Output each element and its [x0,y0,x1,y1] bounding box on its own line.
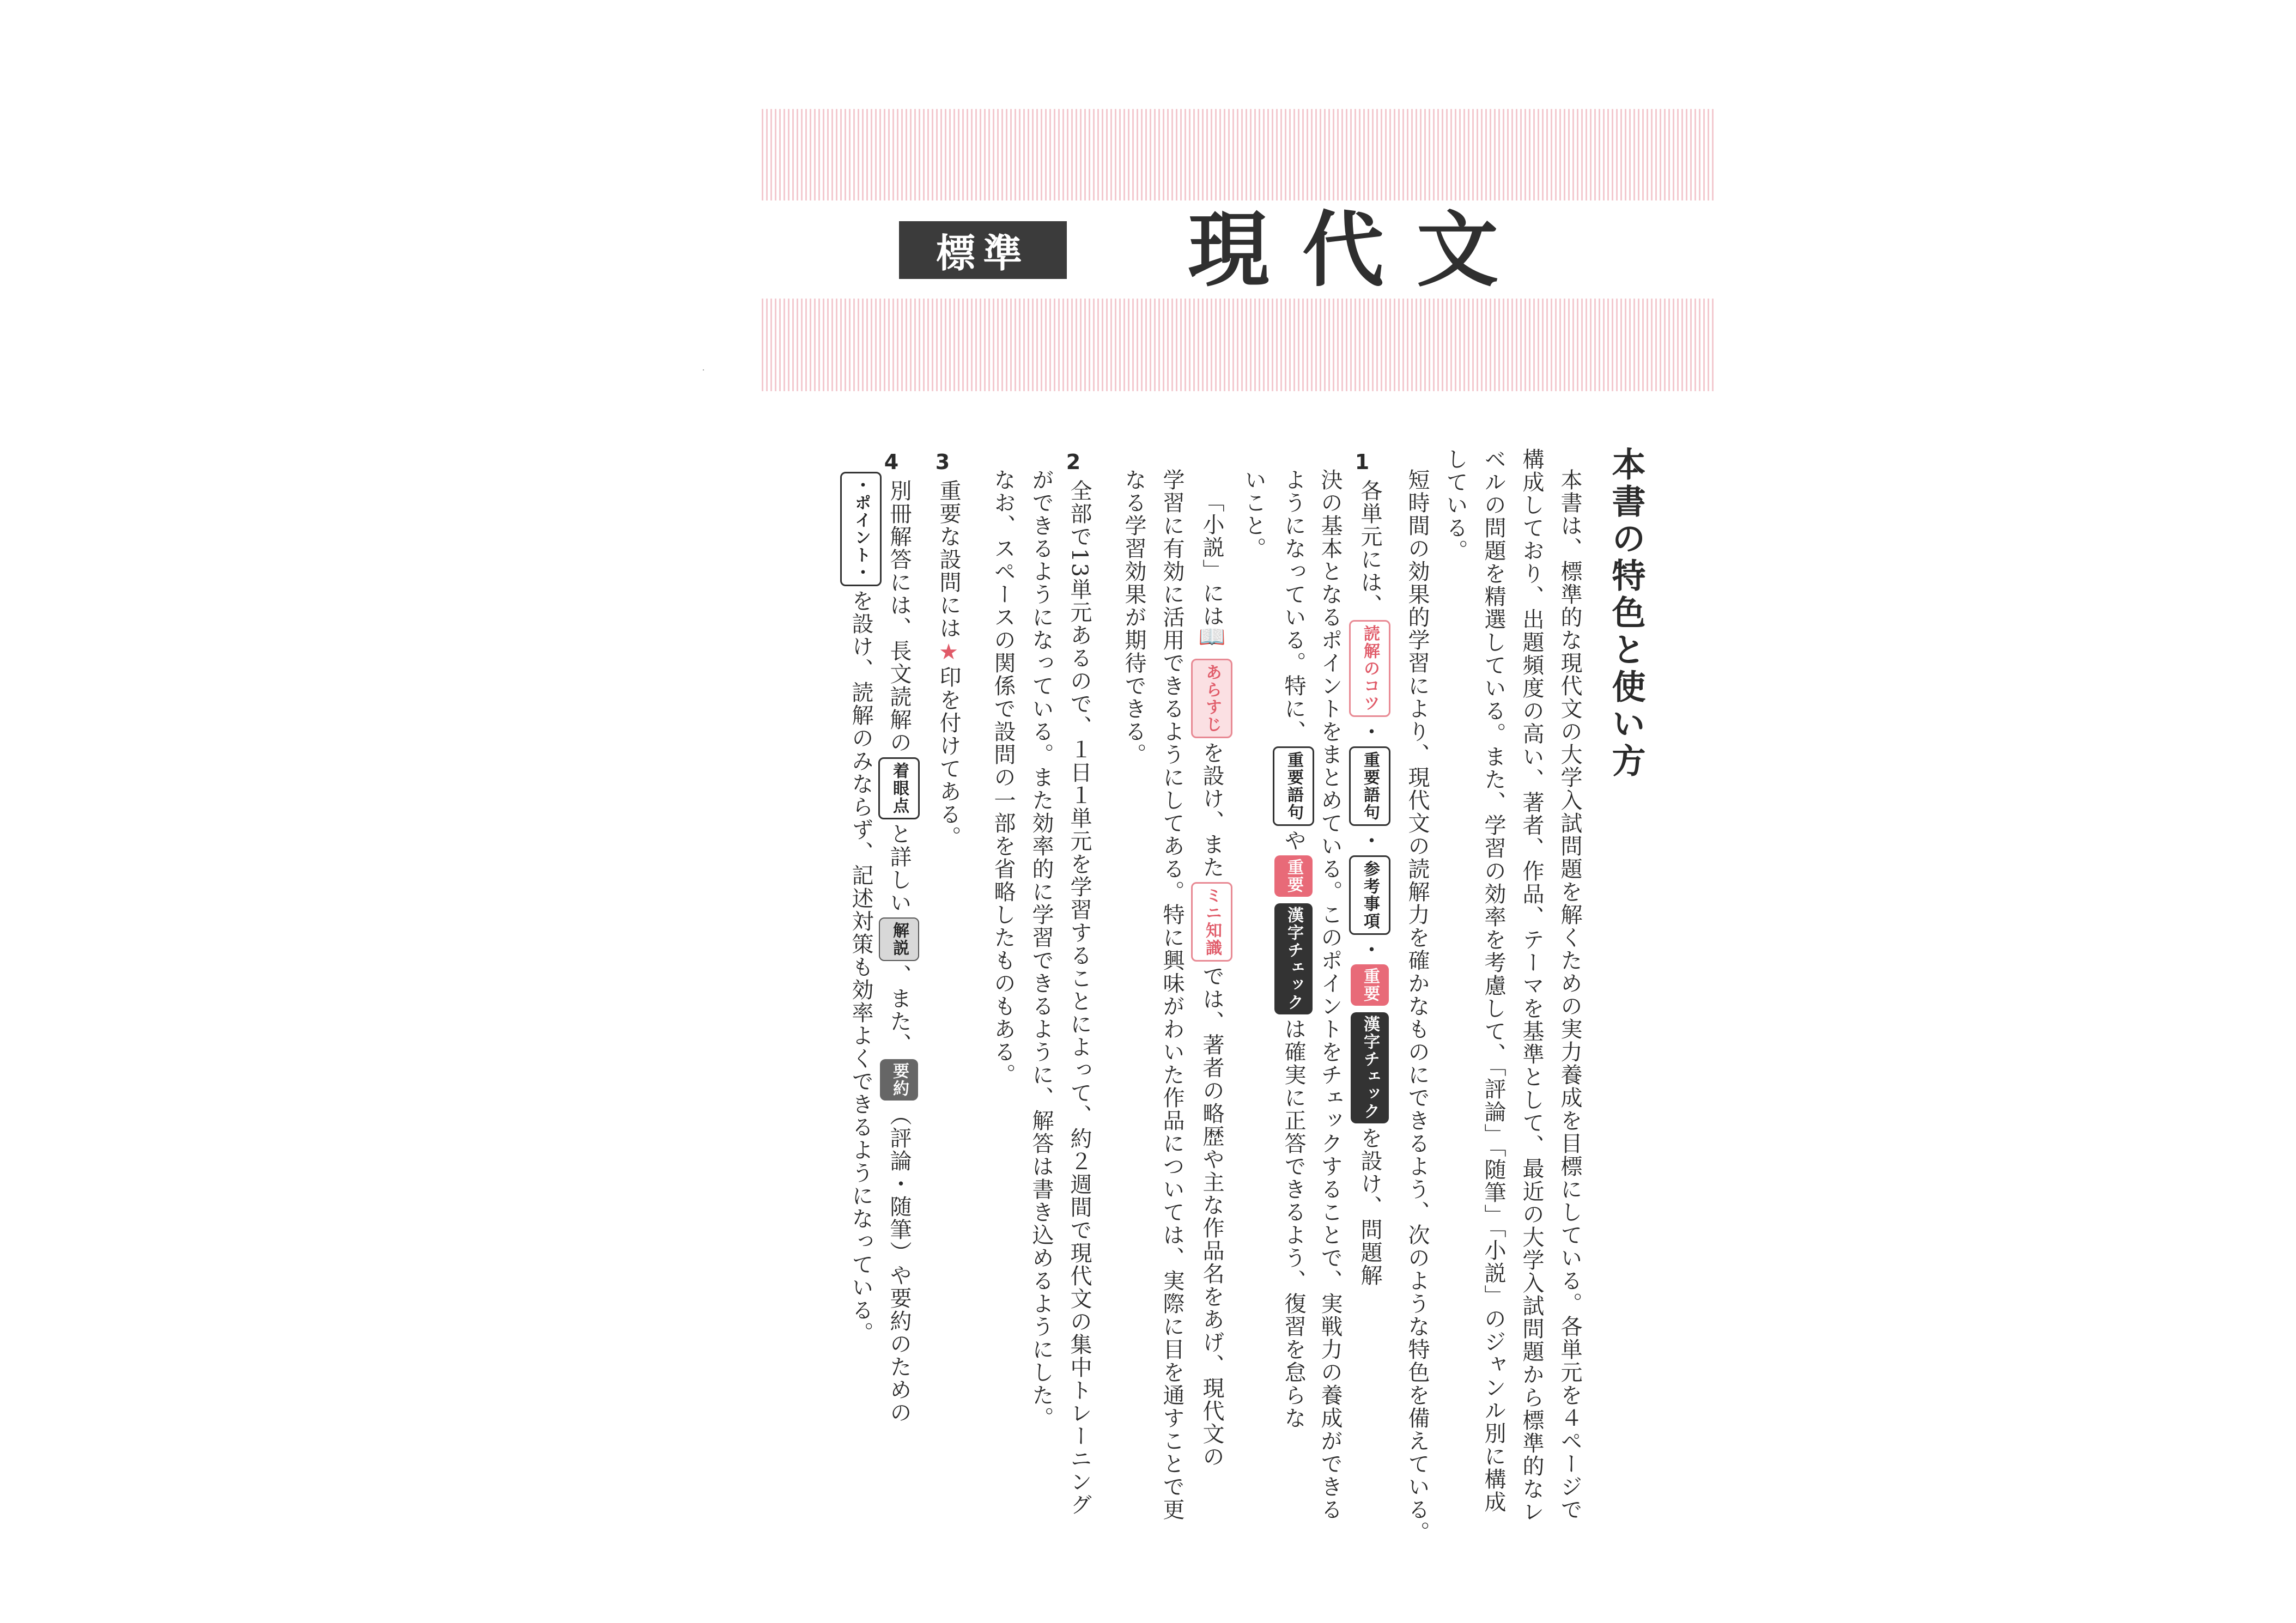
intro-line-3: ベルの問題を精選している。また、学習の効率を考慮して、「評論」「随筆」「小説」のジャンル別に構成 [1481,448,1506,1513]
intro-line-2: 構成しており、出題頻度の高い、著者、作品、テーマを基準として、最近の大学入試問題から標準的なレ [1519,448,1544,1523]
item4-text-e: を設け、読解のみならず、記述対策も効率よくできるようになっている。 [848,589,873,1345]
novel-text-a: 「小説」には [1199,490,1224,628]
item1-text-c: ようになっている。特に、 [1281,469,1306,743]
item-number-2: 2 [1066,450,1081,474]
level-tag: 標準 [899,221,1067,279]
novel-text-b: を設け、また [1199,741,1224,879]
item1-text-d: や [1281,829,1306,852]
badge-jyuyo-goku: 重要語句 [1349,746,1390,826]
item3-line-1 [930,479,968,849]
badge-dokkai-no-kotsu: 読解のコツ [1349,620,1390,717]
item2-line-3: なお、スペースの関係で設問の一部を省略したものもある。 [991,469,1016,1086]
item1-text-e: は確実に正答できるよう、復習を怠らな [1281,1018,1306,1430]
badge-yoyaku: 要約 [880,1059,918,1101]
separator: ・ [1357,938,1382,961]
item1-line-2: 決の基本となるポイントをまとめている。このポイントをチェックすることで、実戦力の養成ができる [1317,469,1343,1521]
scan-speck [703,369,704,370]
badge-jyuyo-goku-2: 重要語句 [1273,746,1314,826]
item4-text-a: 別冊解答には、長文読解の [886,479,912,754]
badge-kaisetsu: 解説 [879,917,919,961]
section-heading: 本書の特色と使い方 [1606,447,1646,780]
intro-line-5: 短時間の効果的学習により、現代文の読解力を確かなものにできるよう、次のような特色を備えている。 [1405,469,1430,1544]
item4-text-c: 、また、 [886,964,912,1056]
item4-line-1 [878,479,920,1424]
item-number-3: 3 [935,450,950,474]
star-icon: ★ [936,640,961,666]
item1-text-a: 各単元には、 [1357,479,1382,617]
separator: ・ [1357,720,1382,743]
intro-line-1: 本書は、標準的な現代文の大学入試問題を解くための実力養成を目標にしている。各単元を４ページで [1557,469,1582,1521]
header-stripe-top [762,109,1716,200]
item4-text-b: と詳しい [886,823,912,914]
badge-arasuji: あらすじ [1191,659,1232,738]
badge-jyuyo: 重要 [1351,964,1389,1006]
item2-line-2: ができるようになっている。また効率的に学習できるように、解答は書き込めるようにした。 [1029,469,1054,1430]
badge-mini-chishiki: ミニ知識 [1191,882,1232,962]
item3-text-b: 印を付けてある。 [936,666,961,849]
item-number-4: 4 [884,450,899,474]
badge-sanko-jiko: 参考事項 [1349,855,1390,935]
item2-line-1: 全部で13単元あるので、１日１単元を学習することによって、約２週間で現代文の集中トレーニング [1067,479,1092,1516]
novel-line-1 [1191,490,1232,1468]
separator: ・ [1357,829,1382,852]
book-icon: 📖 [1199,628,1224,655]
item1-line-1 [1349,479,1390,1287]
novel-text-c: では、著者の略歴や主な作品名をあげ、現代文の [1199,964,1224,1468]
novel-line-3: なる学習効果が期待できる。 [1121,469,1146,766]
item4-line-2 [840,469,882,1345]
badge-kanji-check: 漢字チェック [1351,1012,1389,1123]
intro-line-4: している。 [1443,448,1468,562]
item1-text-b: を設け、問題解 [1357,1127,1382,1287]
badge-kanji-check-2: 漢字チェック [1274,903,1313,1014]
header-stripe-bottom [762,299,1716,391]
item3-text-a: 重要な設問には [936,479,961,640]
novel-line-2: 学習に有効に活用できるようにしてある。特に興味がわいた作品については、実際に目を通すことで更 [1159,469,1185,1521]
badge-chakuganten: 着眼点 [878,757,920,819]
item1-line-4: いこと。 [1241,469,1266,560]
page-title: 現代文 [1188,203,1532,298]
badge-point: ・ポイント・ [840,472,882,586]
item4-text-d: （評論・随筆）や要約のための [886,1104,912,1424]
item-number-1: 1 [1354,450,1370,474]
badge-jyuyo-2: 重要 [1274,855,1313,897]
item1-line-3 [1273,469,1314,1430]
